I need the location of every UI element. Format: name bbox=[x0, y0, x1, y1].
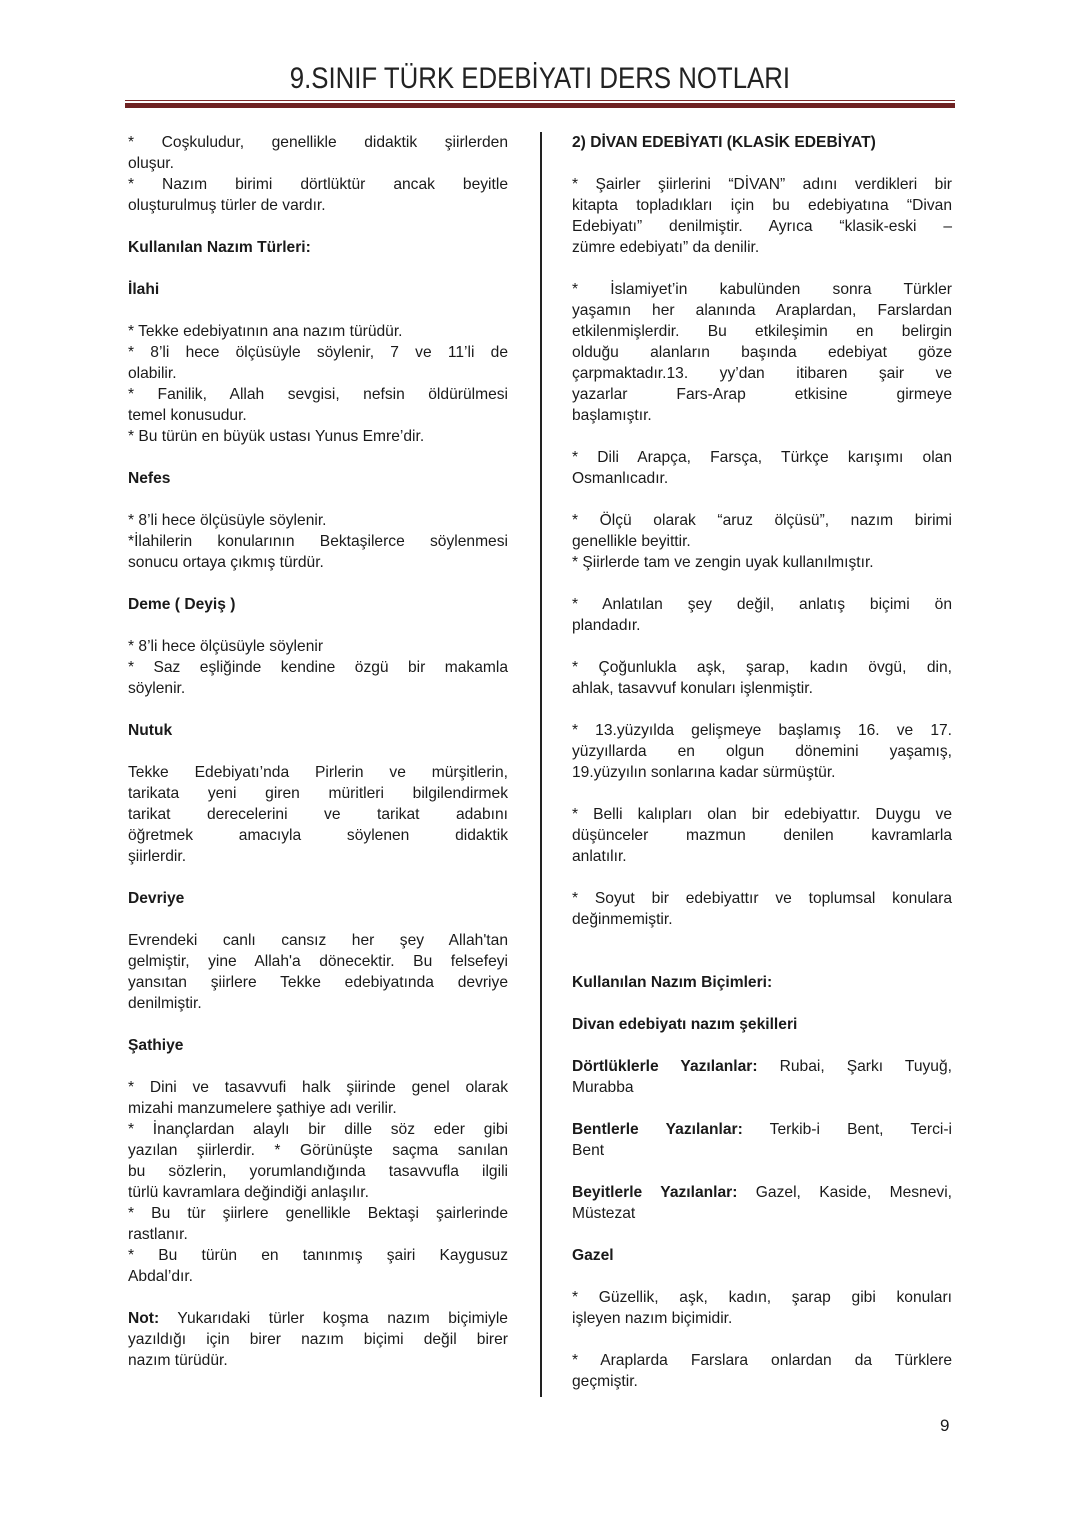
text-line: * Araplarda Farslara onlardan da Türklere bbox=[572, 1352, 952, 1369]
text-line: * Belli kalıpları olan bir edebiyattır. Duygu ve bbox=[572, 806, 952, 823]
text-line: Edebiyatı” denilmiştir. Ayrıca “klasik-eski – bbox=[572, 218, 952, 235]
text-line: * Coşkuludur, genellikle didaktik şiirlerden bbox=[128, 134, 508, 151]
section-heading: Devriye bbox=[128, 890, 185, 907]
section-heading: Kullanılan Nazım Türleri: bbox=[128, 239, 311, 256]
text-line: Abdal’dır. bbox=[128, 1268, 194, 1285]
text-line: rastlanır. bbox=[128, 1226, 188, 1243]
paragraph bbox=[128, 510, 508, 573]
text-line: * Çoğunlukla aşk, şarap, kadın övgü, din, bbox=[572, 659, 952, 676]
text-line: * Bu türün en büyük ustası Yunus Emre’dir. bbox=[128, 428, 425, 445]
line-text: Yukarıdaki türler koşma nazım biçimiyle bbox=[177, 1310, 508, 1327]
column-divider bbox=[540, 132, 542, 1397]
paragraph bbox=[572, 1287, 952, 1329]
text-line: * Saz eşliğinde kendine özgü bir makamla bbox=[128, 659, 508, 676]
text-line: yansıtan şiirlere Tekke edebiyatında devriye bbox=[128, 974, 508, 991]
text-line: Bent bbox=[572, 1142, 605, 1159]
text-line: plandadır. bbox=[572, 617, 641, 634]
header-rule-thin bbox=[125, 100, 955, 101]
page-title: 9.SINIF TÜRK EDEBİYATI DERS NOTLARI bbox=[289, 62, 791, 95]
text-line: * Ölçü olarak “aruz ölçüsü”, nazım birimi bbox=[572, 512, 952, 529]
text-line: değinmemiştir. bbox=[572, 911, 673, 928]
line-text: Terkib-i Bent, Terci-i bbox=[769, 1121, 952, 1138]
text-line bbox=[128, 1308, 508, 1329]
paragraph bbox=[572, 1350, 952, 1392]
paragraph bbox=[128, 636, 508, 699]
text-line: sonucu ortaya çıkmış türdür. bbox=[128, 554, 324, 571]
label-bold: Beyitlerle Yazılanlar: bbox=[572, 1184, 738, 1201]
text-line: geçmiştir. bbox=[572, 1373, 638, 1390]
text-line: Osmanlıcadır. bbox=[572, 470, 669, 487]
page-number: 9 bbox=[940, 1416, 950, 1435]
text-line: * Tekke edebiyatının ana nazım türüdür. bbox=[128, 323, 403, 340]
section-heading: 2) DİVAN EDEBİYATI (KLASİK EDEBİYAT) bbox=[572, 134, 876, 151]
text-line bbox=[572, 1119, 952, 1140]
header-rule-thick bbox=[125, 103, 955, 108]
paragraph bbox=[572, 720, 952, 783]
text-line: olabilir. bbox=[128, 365, 177, 382]
paragraph bbox=[128, 762, 508, 867]
text-line bbox=[572, 1056, 952, 1077]
text-line: * 13.yüzyılda gelişmeye başlamış 16. ve 17. bbox=[572, 722, 952, 739]
paragraph bbox=[128, 1308, 508, 1371]
paragraph bbox=[572, 174, 952, 258]
text-line: başlamıştır. bbox=[572, 407, 652, 424]
text-line: genellikle beyittir. bbox=[572, 533, 691, 550]
text-line: şiirlerdir. bbox=[128, 848, 187, 865]
text-line: gelmiştir, yine Allah'a dönecektir. Bu felsefeyi bbox=[128, 953, 508, 970]
paragraph bbox=[572, 447, 952, 489]
text-line bbox=[572, 1182, 952, 1203]
text-line: * 8’li hece ölçüsüyle söylenir bbox=[128, 638, 324, 655]
paragraph bbox=[572, 1119, 952, 1161]
text-line: 19.yüzyılın sonlarına kadar sürmüştür. bbox=[572, 764, 836, 781]
text-line: *İlahilerin konularının Bektaşilerce söylenmesi bbox=[128, 533, 508, 550]
text-line: * Soyut bir edebiyattır ve toplumsal konulara bbox=[572, 890, 952, 907]
left-column bbox=[128, 132, 508, 1392]
section-heading: İlahi bbox=[128, 281, 160, 298]
text-line: temel konusudur. bbox=[128, 407, 247, 424]
paragraph bbox=[128, 132, 508, 216]
paragraph bbox=[572, 594, 952, 636]
text-line: yaşamın her alanında Araplardan, Farslardan bbox=[572, 302, 952, 319]
paragraph bbox=[572, 1056, 952, 1098]
text-line: bu sözlerin, yorumlandığında tasavvufla ilgili bbox=[128, 1163, 508, 1180]
line-text: Gazel, Kaside, Mesnevi, bbox=[755, 1184, 952, 1201]
text-line: denilmiştir. bbox=[128, 995, 202, 1012]
text-line: * Bu türün en tanınmış şairi Kaygusuz bbox=[128, 1247, 508, 1264]
text-line: işleyen nazım biçimidir. bbox=[572, 1310, 733, 1327]
text-line: * Dili Arapça, Farsça, Türkçe karışımı olan bbox=[572, 449, 952, 466]
text-line: * Bu tür şiirlere genellikle Bektaşi şairlerinde bbox=[128, 1205, 508, 1222]
text-line: mizahi manzumelere şathiye adı verilir. bbox=[128, 1100, 397, 1117]
text-line: oluşur. bbox=[128, 155, 174, 172]
section-heading: Divan edebiyatı nazım şekilleri bbox=[572, 1016, 798, 1033]
paragraph bbox=[572, 279, 952, 426]
text-line: * 8’li hece ölçüsüyle söylenir. bbox=[128, 512, 327, 529]
label-bold: Not: bbox=[128, 1310, 160, 1327]
text-line: zümre edebiyatı” da denilir. bbox=[572, 239, 760, 256]
text-line: yüzyıllarda en olgun dönemini yaşamış, bbox=[572, 743, 952, 760]
text-line: düşünceler mazmun denilen kavramlarla bbox=[572, 827, 952, 844]
text-line: yazıldığı için birer nazım biçimi değil birer bbox=[128, 1331, 508, 1348]
text-line: öğretmek amacıyla söylenen didaktik bbox=[128, 827, 508, 844]
text-line: ahlak, tasavvuf konuları işlenmiştir. bbox=[572, 680, 813, 697]
text-line: * İslamiyet’in kabulünden sonra Türkler bbox=[572, 281, 952, 298]
text-line: * Şairler şiirlerini “DİVAN” adını verdikleri bir bbox=[572, 176, 952, 193]
paragraph bbox=[572, 657, 952, 699]
section-heading: Nutuk bbox=[128, 722, 173, 739]
paragraph bbox=[572, 1182, 952, 1224]
text-line: * Şiirlerde tam ve zengin uyak kullanılmıştır. bbox=[572, 554, 874, 571]
label-bold: Dörtlüklerle Yazılanlar: bbox=[572, 1058, 758, 1075]
text-line: Evrendeki canlı cansız her şey Allah'tan bbox=[128, 932, 508, 949]
text-line: * Dini ve tasavvufi halk şiirinde genel olarak bbox=[128, 1079, 508, 1096]
label-bold: Bentlerle Yazılanlar: bbox=[572, 1121, 743, 1138]
text-line: * 8’li hece ölçüsüyle söylenir, 7 ve 11’li de bbox=[128, 344, 508, 361]
paragraph bbox=[572, 804, 952, 867]
text-line: Tekke Edebiyatı’nda Pirlerin ve mürşitlerin, bbox=[128, 764, 508, 781]
section-heading: Deme ( Deyiş ) bbox=[128, 596, 236, 613]
text-line: * İnançlardan alaylı bir dille söz eder gibi bbox=[128, 1121, 508, 1138]
text-line: * Fanilik, Allah sevgisi, nefsin öldürülmesi bbox=[128, 386, 508, 403]
text-line: anlatılır. bbox=[572, 848, 627, 865]
paragraph bbox=[128, 321, 508, 447]
text-line: yazılan şiirlerdir. * Görünüşte saçma sanılan bbox=[128, 1142, 508, 1159]
text-line: türlü kavramlara değindiği anlaşılır. bbox=[128, 1184, 369, 1201]
paragraph bbox=[572, 510, 952, 573]
text-line: çarpmaktadır.13. yy’dan itibaren şair ve bbox=[572, 365, 952, 382]
text-line: yazarlar Fars-Arap etkisine girmeye bbox=[572, 386, 952, 403]
section-heading: Kullanılan Nazım Biçimleri: bbox=[572, 974, 773, 991]
text-line: kitapta topladıkları için bu edebiyatına “Divan bbox=[572, 197, 952, 214]
text-line: tarikat derecelerini ve tarikat adabını bbox=[128, 806, 508, 823]
text-line: nazım türüdür. bbox=[128, 1352, 228, 1369]
text-line: * Nazım birimi dörtlüktür ancak beyitle bbox=[128, 176, 508, 193]
paragraph bbox=[128, 930, 508, 1014]
text-line: oluşturulmuş türler de vardır. bbox=[128, 197, 326, 214]
line-text: Rubai, Şarkı Tuyuğ, bbox=[779, 1058, 952, 1075]
text-line: olduğu alanların başında edebiyat göze bbox=[572, 344, 952, 361]
paragraph bbox=[128, 1077, 508, 1287]
section-heading: Nefes bbox=[128, 470, 171, 487]
right-column bbox=[572, 132, 952, 1413]
text-line: Murabba bbox=[572, 1079, 634, 1096]
paragraph bbox=[572, 888, 952, 930]
text-line: * Anlatılan şey değil, anlatış biçimi ön bbox=[572, 596, 952, 613]
text-line: tarikata yeni giren müritleri bilgilendirmek bbox=[128, 785, 508, 802]
text-line: etkilenmişlerdir. Bu etkileşimin en belirgin bbox=[572, 323, 952, 340]
section-heading: Şathiye bbox=[128, 1037, 184, 1054]
text-line: söylenir. bbox=[128, 680, 186, 697]
text-line: Müstezat bbox=[572, 1205, 636, 1222]
text-line: * Güzellik, aşk, kadın, şarap gibi konuları bbox=[572, 1289, 952, 1306]
section-heading: Gazel bbox=[572, 1247, 614, 1264]
